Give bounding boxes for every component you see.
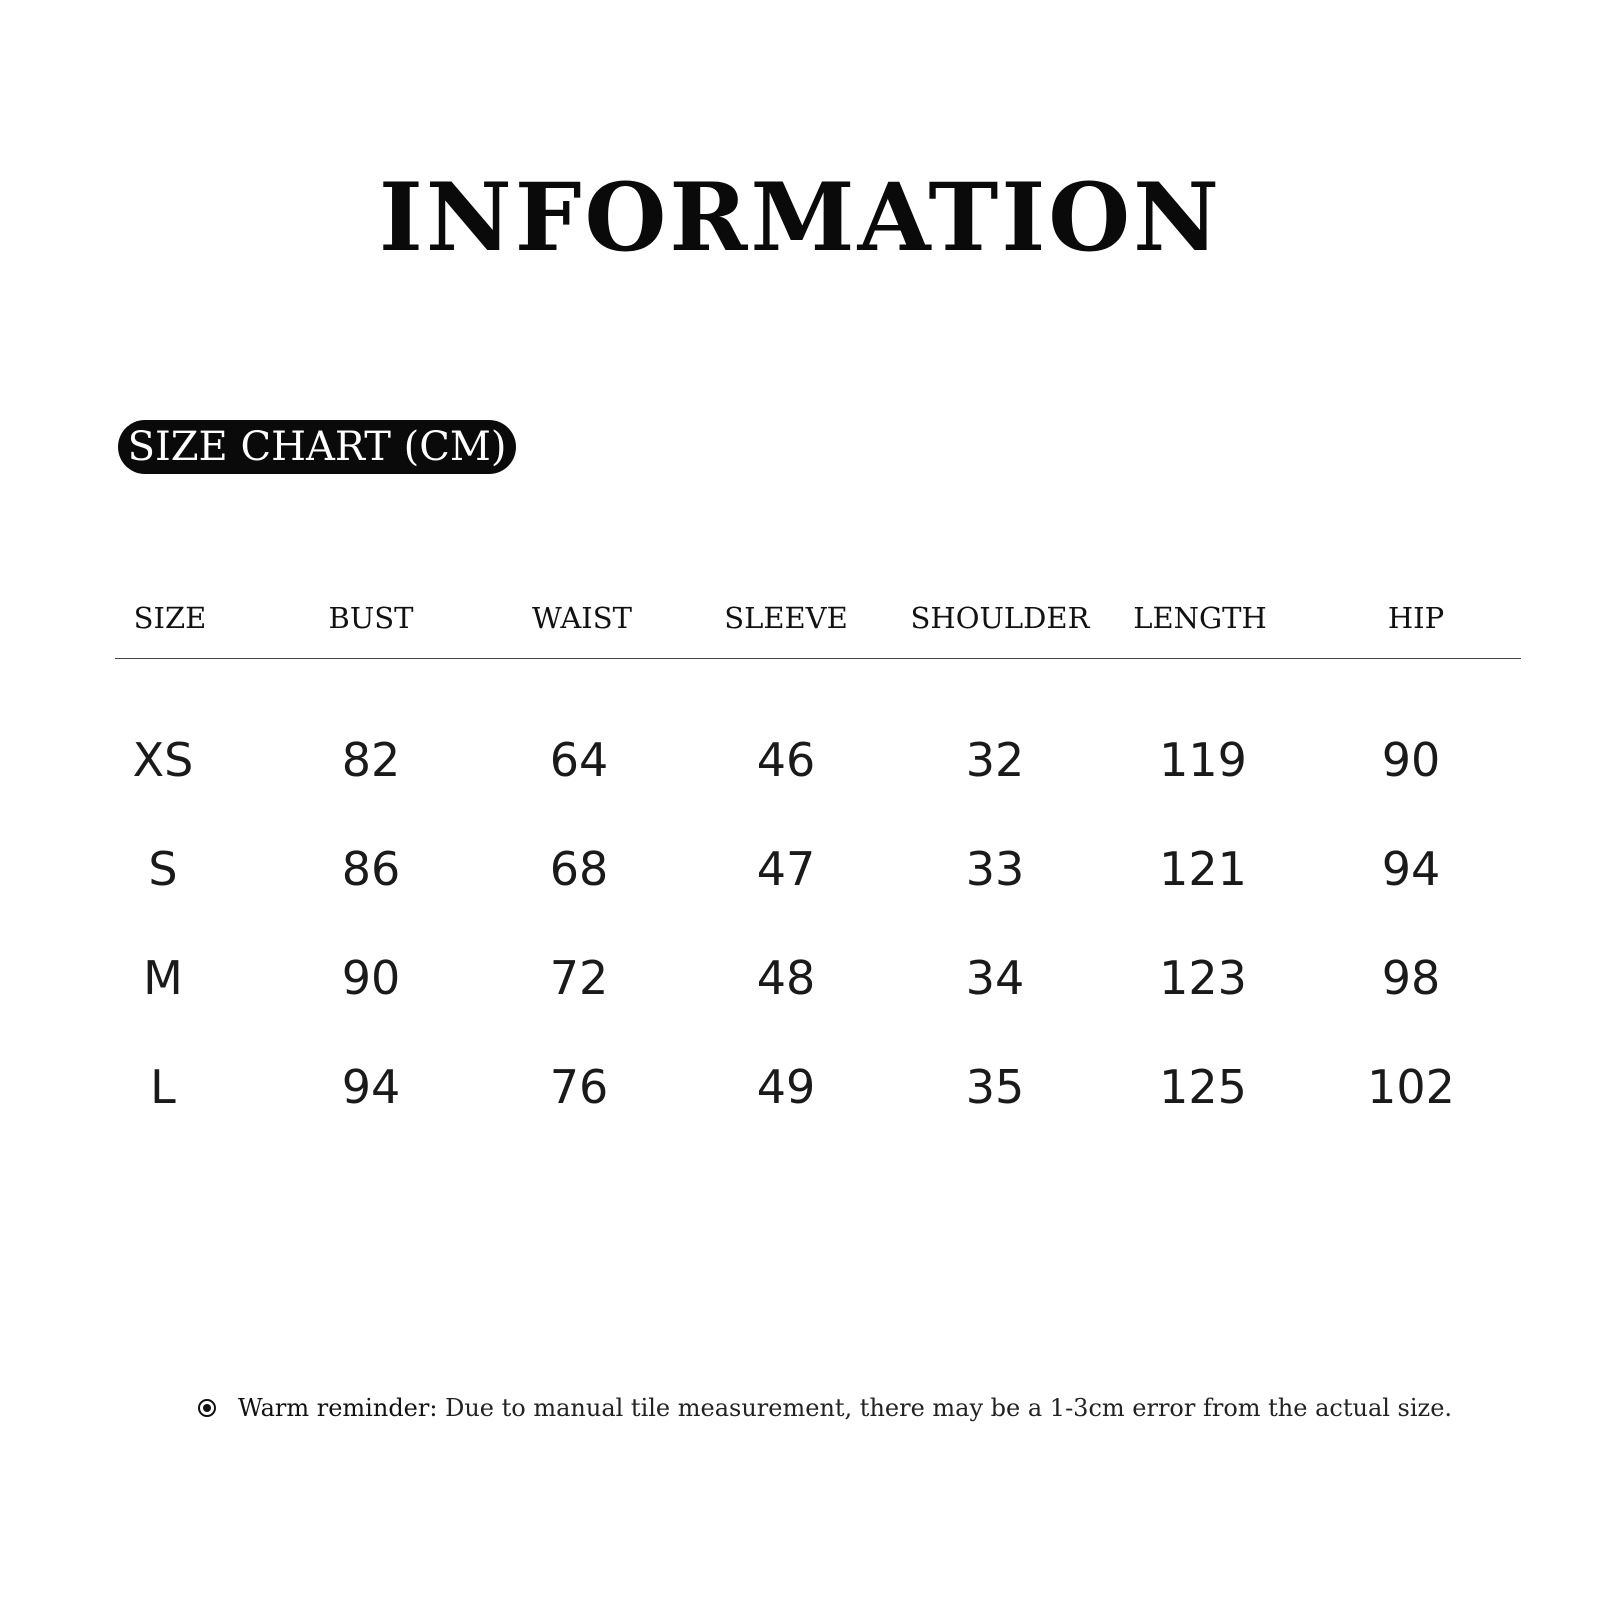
header-waist: WAIST (532, 601, 632, 635)
cell-bust: 82 (341, 733, 401, 787)
cell-sleeve: 46 (756, 733, 816, 787)
cell-waist: 68 (549, 842, 609, 896)
table-row (115, 839, 1521, 899)
table-row (115, 948, 1521, 1008)
table-row (115, 730, 1521, 790)
cell-hip: 94 (1381, 842, 1441, 896)
cell-shoulder: 33 (965, 842, 1025, 896)
cell-waist: 64 (549, 733, 609, 787)
cell-sleeve: 48 (756, 951, 816, 1005)
cell-waist: 76 (549, 1060, 609, 1114)
cell-waist: 72 (549, 951, 609, 1005)
table-row (115, 1057, 1521, 1117)
cell-bust: 94 (341, 1060, 401, 1114)
cell-hip: 90 (1381, 733, 1441, 787)
reminder-text: Due to manual tile measurement, there may be a 1-3cm error from the actual size. (437, 1394, 1453, 1422)
reminder-label: Warm reminder: (238, 1394, 438, 1422)
cell-size: L (150, 1060, 176, 1114)
page-title: INFORMATION (378, 162, 1223, 273)
header-size: SIZE (133, 601, 207, 635)
header-shoulder: SHOULDER (910, 601, 1090, 635)
cell-size: M (143, 951, 183, 1005)
cell-size: S (148, 842, 178, 896)
cell-length: 119 (1159, 733, 1247, 787)
cell-shoulder: 35 (965, 1060, 1025, 1114)
cell-bust: 86 (341, 842, 401, 896)
cell-size: XS (132, 733, 194, 787)
header-sleeve: SLEEVE (724, 601, 848, 635)
size-chart-badge: SIZE CHART (CM) (118, 420, 516, 474)
cell-length: 125 (1159, 1060, 1247, 1114)
radio-bullet-icon (198, 1399, 216, 1417)
cell-shoulder: 34 (965, 951, 1025, 1005)
cell-length: 123 (1159, 951, 1247, 1005)
table-header-row (115, 596, 1521, 640)
header-hip: HIP (1387, 601, 1445, 635)
header-length: LENGTH (1133, 601, 1267, 635)
cell-shoulder: 32 (965, 733, 1025, 787)
cell-length: 121 (1159, 842, 1247, 896)
cell-hip: 98 (1381, 951, 1441, 1005)
cell-hip: 102 (1367, 1060, 1455, 1114)
header-bust: BUST (328, 601, 414, 635)
cell-sleeve: 49 (756, 1060, 816, 1114)
cell-sleeve: 47 (756, 842, 816, 896)
header-divider (115, 658, 1521, 659)
warm-reminder (198, 1388, 1453, 1428)
cell-bust: 90 (341, 951, 401, 1005)
